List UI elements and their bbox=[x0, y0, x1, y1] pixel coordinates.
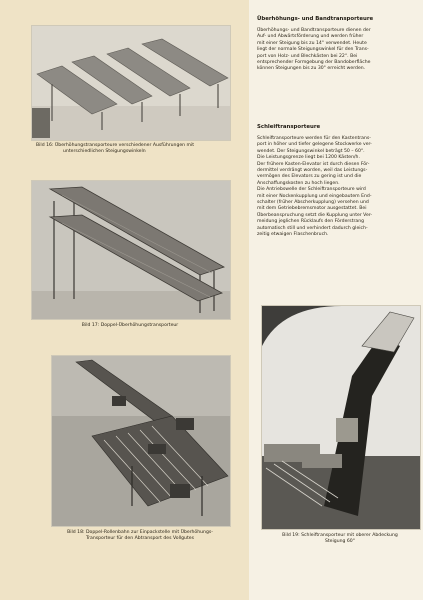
text-line: port in höher und tiefer gelegene Stockwerke ver- bbox=[257, 142, 372, 148]
caption-line: Steigung 60° bbox=[324, 539, 356, 544]
text-line: Überbeanspruchung setzt die Kupplung unter Ver- bbox=[257, 212, 373, 218]
caption-line: Bild 18: Doppel-Rollenbahn zur Einpackstelle mit Überhöhungs- bbox=[67, 530, 213, 535]
photo-bild18-roller-conveyor bbox=[51, 355, 231, 527]
text-line: können Steigungen bis zu 30° erreicht werden. bbox=[257, 66, 366, 72]
caption-bild17 bbox=[31, 323, 229, 329]
photo-bild16-drawing bbox=[32, 26, 230, 140]
text-line: Auf- und Abwärtsförderung und werden früher bbox=[257, 34, 364, 40]
text-line: Anschaffungskosten zu hoch liegen. bbox=[257, 180, 340, 186]
section-text-ueberhoehung bbox=[257, 28, 415, 73]
text-line: port von Holz- und Blechkästen bei 22°. Bei bbox=[257, 53, 358, 59]
text-line: entsprechender Formgebung der Bandoberfläche bbox=[257, 60, 371, 66]
text-line: wendet. Der Steigungswinkel beträgt 50 – 60°. bbox=[257, 148, 365, 154]
text-line: mit dem Getriebebremsmotor ausgestattet. Bei bbox=[257, 206, 367, 212]
text-line: Die Leistungsgrenze liegt bei 1200 Kästen/h. bbox=[257, 155, 360, 161]
caption-line: Transporteur für den Abtransport des Vollgutes bbox=[86, 536, 194, 541]
text-line: Die Antriebswelle der Schleiftransporteure wird bbox=[257, 187, 366, 193]
caption-line: Bild 16: Überhöhungstransporteure verschiedener Ausführungen mit bbox=[36, 143, 195, 148]
text-line: mit einer Nockenkupplung und eingebautem End- bbox=[257, 193, 372, 199]
text-line: meidung jeglichen Rücklaufs den Förderstrang bbox=[257, 219, 365, 225]
text-line: dermittel verdrängt worden, weil das Leistungs- bbox=[257, 168, 368, 174]
section-heading-schleif: Schleiftransporteure bbox=[257, 124, 321, 130]
text-line: Schleiftransporteure werden für den Kastentrans- bbox=[257, 136, 371, 141]
text-line: vermögen des Elevators zu gering ist und die bbox=[257, 174, 362, 180]
text-line: Überhöhungs- und Bandtransporteure dienen der bbox=[257, 28, 371, 33]
caption-bild16 bbox=[36, 143, 236, 155]
caption-line: unterschiedlichen Steigungswinkeln bbox=[63, 149, 146, 154]
text-line: schalter (früher Abscherkupplung) versehen und bbox=[257, 200, 369, 206]
photo-bild18-drawing bbox=[52, 356, 230, 526]
text-line: Der frühere Kasten-Elevator ist durch diesen För- bbox=[257, 161, 370, 167]
photo-bild16-conveyors bbox=[31, 25, 231, 141]
photo-bild19-drawing bbox=[262, 306, 420, 529]
caption-bild18 bbox=[40, 530, 240, 542]
section-text-schleif bbox=[257, 136, 415, 239]
section-heading-ueberhoehung: Überhöhungs- und Bandtransporteure bbox=[257, 16, 374, 22]
caption-line: Bild 17: Doppel-Überhöhungstransporteur bbox=[81, 323, 179, 328]
caption-bild19 bbox=[256, 533, 423, 545]
text-line: zeitig etwaigen Flaschenbruch. bbox=[257, 232, 329, 238]
caption-line: Bild 19: Schleiftransporteur mit oberer Abdeckung bbox=[282, 533, 398, 538]
photo-bild17-double-conveyor bbox=[31, 180, 231, 320]
text-line: liegt der normale Steigungswinkel für den Trans- bbox=[257, 47, 369, 53]
text-line: automatisch still und verhindert dadurch gleich- bbox=[257, 225, 368, 231]
text-line: mit einer Steigung bis zu 14° verwendet. Heute bbox=[257, 40, 367, 46]
photo-bild19-drag-conveyor bbox=[261, 305, 421, 530]
photo-bild17-drawing bbox=[32, 181, 230, 319]
